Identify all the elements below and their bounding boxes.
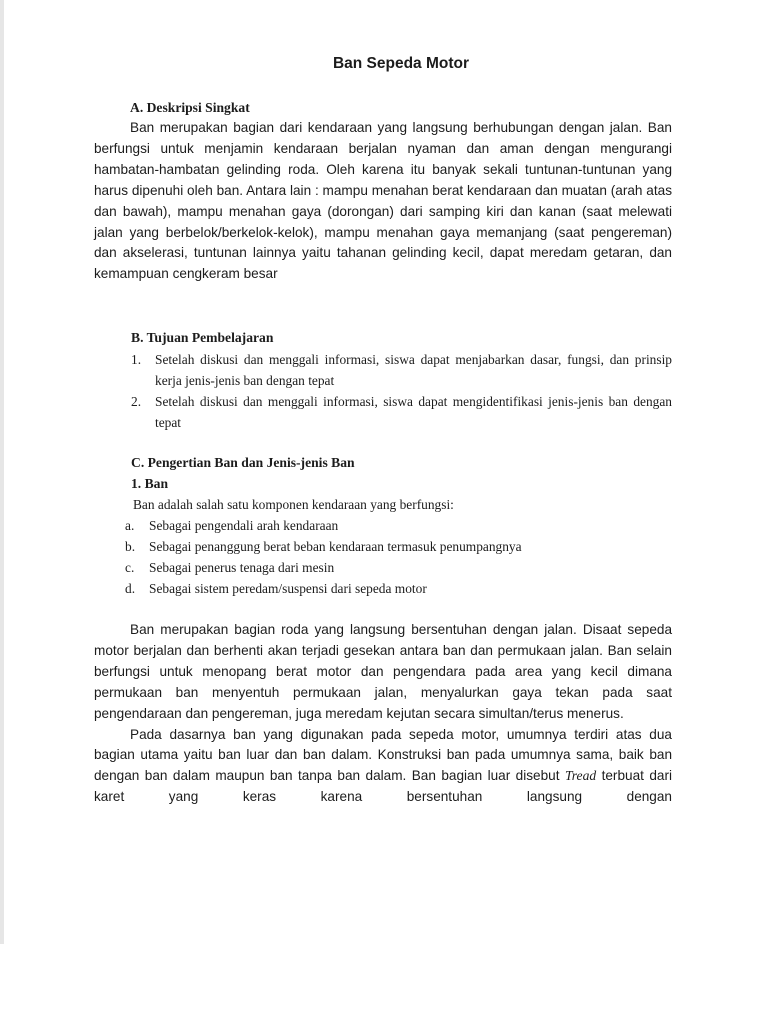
section-description [94, 98, 672, 285]
tire-function-intro: Ban adalah salah satu komponen kendaraan yang berfungsi: [133, 497, 454, 512]
objective-number: 1. [131, 352, 142, 367]
function-letter: b. [125, 539, 136, 554]
objective-item [131, 349, 672, 391]
section-a-paragraph: Ban merupakan bagian dari kendaraan yang langsung berhubungan dengan jalan. Ban berfungsi untuk menjamin kendaraan berjalan nyaman dan aman dengan mengurangi hambatan-hambatan gelinding roda. Oleh karena itu banyak sekali tuntunan-tuntunan yang harus dipenuhi oleh ban. Antara lain : mampu menahan berat kendaraan dan muatan (arah atas dan bawah), mampu menahan gaya (dorongan) dari samping kiri dan kanan (saat melewati jalan yang berbelok/berkelok-kelok), mampu menahan gaya memanjang (saat pengereman) dan akselerasi, tuntunan lainnya yaitu tahanan gelinding kecil, dapat meredam getaran, dan kemampuan cengkeram besar [94, 120, 672, 282]
function-item [125, 515, 673, 536]
body-paragraph-1: Ban merupakan bagian roda yang langsung bersentuhan dengan jalan. Disaat sepeda motor berjalan dan berhenti akan terjadi gesekan antara ban dan permukaan jalan. Ban selain berfungsi untuk menopang berat motor dan pengendara pada area yang kecil dimana permukaan ban menyentuh permukaan jalan, menyalurkan gaya tekan pada saat pengendaraan dan pengereman, juga meredam kejutan secara simultan/terus menerus. [94, 622, 672, 721]
function-text: Sebagai penerus tenaga dari mesin [149, 560, 335, 575]
section-c-heading: C. Pengertian Ban dan Jenis-jenis Ban [131, 455, 355, 470]
paragraph-2-text-end: terbuat dari karet yang keras karena bersentuhan langsung dengan [94, 768, 673, 805]
section-c-subheading: 1. Ban [131, 476, 169, 491]
tire-function-list [125, 515, 673, 599]
function-item [125, 578, 673, 599]
objective-text: Setelah diskusi dan menggali informasi, siswa dapat menjabarkan dasar, fungsi, dan prinsip kerja jenis-jenis ban dengan tepat [155, 352, 672, 388]
function-text: Sebagai sistem peredam/suspensi dari sepeda motor [149, 581, 427, 596]
function-text: Sebagai pengendali arah kendaraan [149, 518, 339, 533]
section-learning-objectives [131, 328, 672, 433]
function-text: Sebagai penanggung berat beban kendaraan termasuk penumpangnya [149, 539, 522, 554]
paragraph-2-text-start: Pada dasarnya ban yang digunakan pada sepeda motor, umumnya terdiri atas dua bagian utama yaitu ban luar dan ban dalam. Konstruksi ban pada umumnya sama, baik ban dengan ban dalam maupun ban tanpa ban dalam. Ban bagian luar disebut [94, 726, 672, 784]
body-text [94, 620, 672, 808]
document-title: Ban Sepeda Motor [332, 55, 470, 72]
section-b-heading: B. Tujuan Pembelajaran [131, 330, 274, 345]
body-paragraph-2 [94, 725, 672, 809]
function-item [125, 557, 673, 578]
objective-text: Setelah diskusi dan menggali informasi, siswa dapat mengidentifikasi jenis-jenis ban dengan tepat [155, 394, 672, 430]
function-letter: d. [125, 581, 136, 596]
objective-item [131, 391, 672, 433]
section-tire-definition [131, 453, 672, 494]
objective-number: 2. [131, 394, 142, 409]
function-letter: c. [125, 560, 135, 575]
objective-list [131, 349, 672, 433]
function-letter: a. [125, 518, 135, 533]
function-item [125, 536, 673, 557]
section-a-heading: A. Deskripsi Singkat [130, 100, 250, 115]
tread-term: Tread [564, 768, 597, 784]
